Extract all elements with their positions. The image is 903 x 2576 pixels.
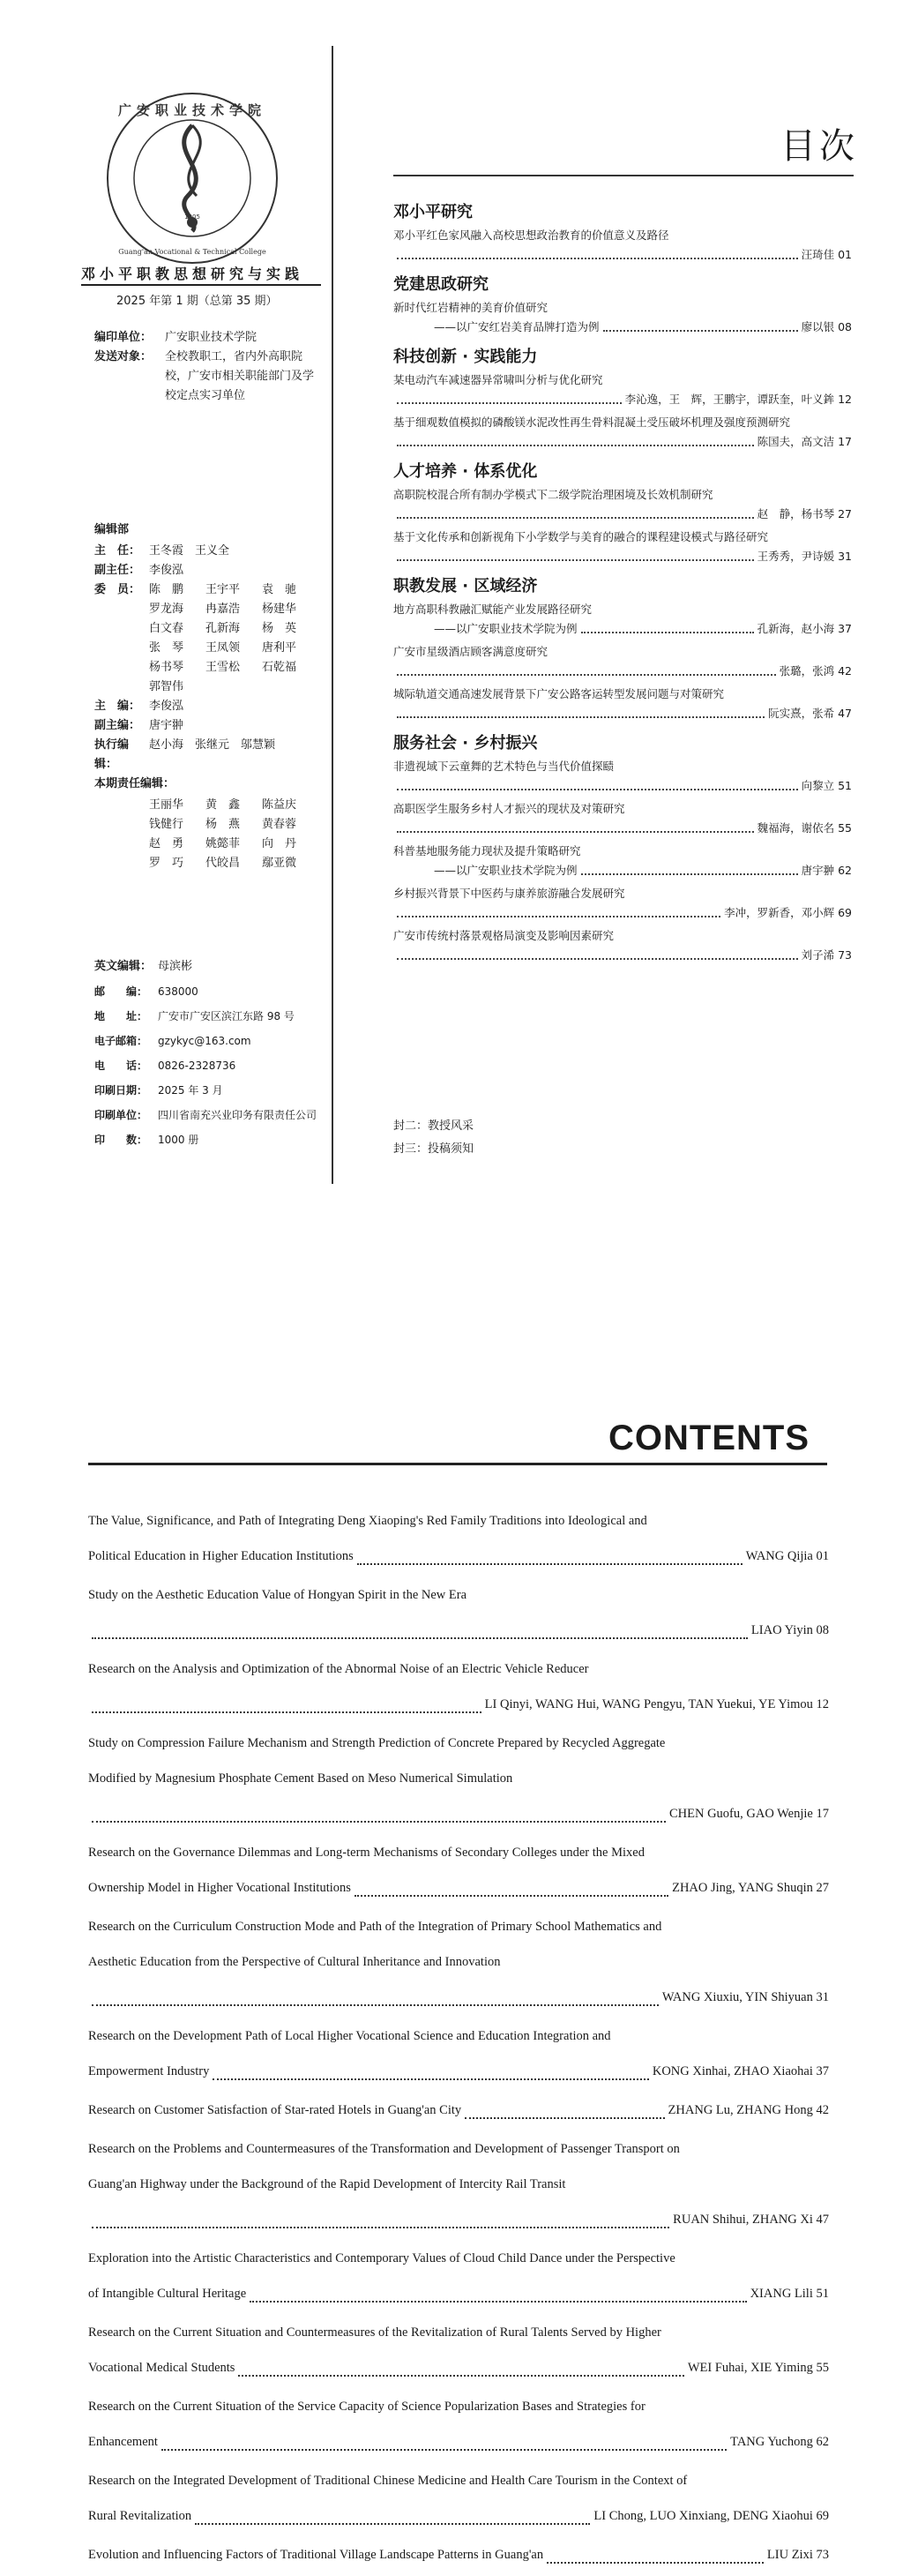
leader-dots xyxy=(397,559,754,561)
leader-dots xyxy=(581,873,798,875)
toc-entry xyxy=(393,226,852,265)
editorial-board xyxy=(94,520,332,873)
member-name: 王宇平 xyxy=(205,583,241,596)
toc-entry xyxy=(393,528,852,566)
contents-entry-line: Study on Compression Failure Mechanism and Strength Prediction of Concrete Prepared by Recycled Aggregate xyxy=(88,1736,666,1750)
member-name: 杨 英 xyxy=(262,622,297,635)
toc-entry-author-line xyxy=(393,318,852,337)
toc-entry-author: 李沁逸，王 辉，王鹏宇，谭跃奎，叶义鉾 12 xyxy=(624,393,852,406)
toc-entry-author: 赵 静，杨书琴 27 xyxy=(757,507,852,520)
toc-entry-subtitle: ——以广安红岩美育品牌打造为例 xyxy=(434,320,600,333)
journal-title: 邓小平职教思想研究与实践 xyxy=(81,266,304,282)
contents-entry-author: KONG Xinhai, ZHAO Xiaohai 37 xyxy=(652,2064,829,2078)
leader-dots xyxy=(238,2375,683,2377)
leader-dots xyxy=(547,2562,764,2564)
toc-entry-title: 城际轨道交通高速发展背景下广安公路客运转型发展问题与对策研究 xyxy=(393,687,725,700)
contents-entry-author: TANG Yuchong 62 xyxy=(730,2435,829,2449)
contents-entry xyxy=(88,1503,829,1574)
member-name: 孔新海 xyxy=(205,622,241,635)
toc-entry-author: 王秀秀，尹诗媛 31 xyxy=(757,550,852,563)
toc-section-heading: 科技创新 · 实践能力 xyxy=(393,348,538,366)
contents-entry-author-line xyxy=(88,2537,829,2572)
issue-editor-name: 钱健行 xyxy=(149,818,184,831)
contents-entry-author: LI Chong, LUO Xinxiang, DENG Xiaohui 69 xyxy=(593,2509,829,2523)
toc-entry xyxy=(393,926,852,965)
toc-entry-author: 刘子浠 73 xyxy=(801,948,852,962)
leader-dots xyxy=(465,2117,664,2119)
contents-entry xyxy=(88,2389,829,2460)
svg-text:广安职业技术学院: 广安职业技术学院 xyxy=(117,102,267,118)
copies: 1000 册 xyxy=(158,1134,199,1146)
phone: 0826-2328736 xyxy=(158,1060,236,1072)
contents-entry xyxy=(88,2463,829,2534)
leader-dots xyxy=(250,2301,746,2303)
contents-entry xyxy=(88,1651,829,1722)
toc-entry-title: 广安市传统村落景观格局演变及影响因素研究 xyxy=(393,929,615,942)
toc-entry-subtitle: ——以广安职业技术学院为例 xyxy=(434,622,578,635)
leader-dots xyxy=(397,445,754,446)
leader-dots xyxy=(161,2449,727,2451)
contents-entry xyxy=(88,1909,829,2015)
director-label: 主 任： xyxy=(94,544,141,558)
phone-label: 电 话： xyxy=(94,1060,148,1072)
contents-entry-line: Aesthetic Education from the Perspective of Cultural Inheritance and Innovation xyxy=(88,1955,501,1969)
contents-entry-author-line xyxy=(88,1870,829,1906)
member-name: 陈 鹏 xyxy=(149,583,184,596)
contents-entry-line: Modified by Magnesium Phosphate Cement Based on Meso Numerical Simulation xyxy=(88,1771,513,1786)
toc-entry-author: 孔新海，赵小海 37 xyxy=(757,622,852,635)
member-name: 郭智伟 xyxy=(149,680,184,693)
toc-entry-title: 乡村振兴背景下中医药与康养旅游融合发展研究 xyxy=(393,887,625,900)
toc-section-heading: 人才培养 · 体系优化 xyxy=(393,462,538,481)
contents-entry-author: ZHAO Jing, YANG Shuqin 27 xyxy=(672,1881,829,1895)
contents-entry-tail: Empowerment Industry xyxy=(88,2064,210,2078)
contents-entry-author-line xyxy=(88,2093,829,2128)
leader-dots xyxy=(397,258,798,259)
contents-entry-line: Study on the Aesthetic Education Value of Hongyan Spirit in the New Era xyxy=(88,1588,467,1602)
toc-entry-author-line xyxy=(393,390,852,409)
issue-editor-name: 向 丹 xyxy=(262,837,297,850)
toc-entry-title: 科普基地服务能力现状及提升策略研究 xyxy=(393,844,581,857)
contents-entry-author-line xyxy=(88,2202,829,2237)
contents-entry-line: Research on the Current Situation and Countermeasures of the Revitalization of Rural Talents Served by Higher xyxy=(88,2325,661,2340)
title-rule xyxy=(81,284,321,286)
toc-entry-title: 广安市星级酒店顾客满意度研究 xyxy=(393,645,549,658)
svg-text:1005: 1005 xyxy=(184,213,200,221)
cover-note: 封二：教授风采 xyxy=(393,1120,474,1133)
leader-dots xyxy=(397,789,798,790)
toc-entry-author: 魏福海，谢依名 55 xyxy=(757,821,852,835)
issue-editors-list xyxy=(149,796,317,873)
member-name: 白文春 xyxy=(149,622,184,635)
leader-dots xyxy=(92,2004,659,2006)
toc-entry-author-line xyxy=(393,819,852,838)
toc-entry-author: 张璐，张鸿 42 xyxy=(779,664,852,678)
exec-label: 执行编辑： xyxy=(94,738,130,771)
contents-entry-line: Research on the Curriculum Construction Mode and Path of the Integration of Primary School Mathematics and xyxy=(88,1920,662,1934)
toc-entry-author: 陈国夫，高文洁 17 xyxy=(757,435,852,448)
issue-editor-name: 鄢亚微 xyxy=(262,857,297,870)
cover-note: 封三：投稿须知 xyxy=(393,1142,474,1156)
printer-label: 印刷单位： xyxy=(94,1109,148,1121)
print-date-label: 印刷日期： xyxy=(94,1084,148,1097)
leader-dots xyxy=(581,632,754,633)
print-date: 2025 年 3 月 xyxy=(158,1084,223,1097)
leader-dots xyxy=(92,2227,669,2228)
toc-entry-author-line xyxy=(393,903,852,923)
leader-dots xyxy=(92,1637,748,1639)
toc-entry-subtitle: ——以广安职业技术学院为例 xyxy=(434,864,578,877)
toc-entry xyxy=(393,413,852,452)
leader-dots xyxy=(195,2523,590,2525)
issue-editor-name: 代皎昌 xyxy=(205,857,241,870)
contents-entry-line: Research on the Analysis and Optimization of the Abnormal Noise of an Electric Vehicle Reducer xyxy=(88,1662,589,1676)
contents-entry-author-line xyxy=(88,2054,829,2089)
distribution-label: 发送对象： xyxy=(94,350,153,363)
director: 王冬霞 王义全 xyxy=(149,544,230,558)
en-editor-label: 英文编辑： xyxy=(94,960,153,973)
sponsor: 广安职业技术学院 xyxy=(165,331,257,344)
toc-entry-author-line xyxy=(393,432,852,452)
leader-dots xyxy=(354,1895,668,1897)
toc-entry-title: 高职医学生服务乡村人才振兴的现状及对策研究 xyxy=(393,802,625,815)
contents-entry-author: XIANG Lili 51 xyxy=(750,2287,829,2301)
issue-editor-name: 赵 勇 xyxy=(149,837,184,850)
contents-entry-tail: Ownership Model in Higher Vocational Institutions xyxy=(88,1881,351,1895)
toc-entry-author-line xyxy=(393,704,852,723)
member-name: 冉嘉浩 xyxy=(205,603,241,616)
address-label: 地 址： xyxy=(94,1010,148,1022)
deputy-label: 副主任： xyxy=(94,564,141,577)
contents-entry-tail: Enhancement xyxy=(88,2435,158,2449)
contents-entry-author: WEI Fuhai, XIE Yiming 55 xyxy=(687,2361,829,2375)
postcode-label: 邮 编： xyxy=(94,985,148,998)
contents-entry-line: Exploration into the Artistic Characteristics and Contemporary Values of Cloud Child Dance under the Perspective xyxy=(88,2251,675,2265)
issue-editor-name: 王丽华 xyxy=(149,798,184,812)
toc-entry-author-line xyxy=(393,861,852,880)
contents-entry xyxy=(88,1835,829,1906)
contents-entry-author-line xyxy=(88,2424,829,2460)
toc-entry-title: 基于细观数值模拟的磷酸镁水泥改性再生骨料混凝土受压破坏机理及强度预测研究 xyxy=(393,416,791,429)
contents-entry-author-line xyxy=(88,1796,829,1831)
contents-list xyxy=(88,1503,829,2576)
leader-dots xyxy=(397,517,754,519)
toc-entry-author: 向黎立 51 xyxy=(801,779,852,792)
contents-entry-author-line xyxy=(88,1980,829,2015)
contents-entry-line: Guang'an Highway under the Background of the Rapid Development of Intercity Rail Transit xyxy=(88,2177,566,2191)
contents-entry-author: LIU Zixi 73 xyxy=(766,2548,829,2562)
contents-entry-author: CHEN Guofu, GAO Wenjie 17 xyxy=(668,1807,829,1821)
toc-entry xyxy=(393,485,852,524)
toc-entry-title: 某电动汽车减速器异常啸叫分析与优化研究 xyxy=(393,373,603,386)
leader-dots xyxy=(397,716,765,718)
toc-entry-title: 高职院校混合所有制办学模式下二级学院治理困境及长效机制研究 xyxy=(393,488,713,501)
contents-title: CONTENTS xyxy=(608,1419,810,1457)
contents-entry-author: ZHANG Lu, ZHANG Hong 42 xyxy=(668,2103,829,2117)
postcode: 638000 xyxy=(158,985,198,998)
contents-entry-tail: Vocational Medical Students xyxy=(88,2361,235,2375)
contents-entry-tail: of Intangible Cultural Heritage xyxy=(88,2287,247,2301)
contents-rule xyxy=(88,1463,827,1465)
leader-dots xyxy=(397,402,622,404)
toc-entry xyxy=(393,685,852,723)
toc-entry xyxy=(393,642,852,681)
deputy-chief-label: 副主编： xyxy=(94,719,141,732)
toc-entry-author: 阮实熹，张希 47 xyxy=(768,707,852,720)
contents-entry xyxy=(88,1726,829,1831)
leader-dots xyxy=(213,2078,649,2080)
member-name: 袁 驰 xyxy=(262,583,297,596)
toc-entry-title: 地方高职科教融汇赋能产业发展路径研究 xyxy=(393,603,593,616)
toc-entry-title: 基于文化传承和创新视角下小学数学与美育的融合的课程建设模式与路径研究 xyxy=(393,530,769,543)
editorial-heading: 编辑部 xyxy=(94,523,130,536)
contents-entry xyxy=(88,2537,829,2572)
toc-entry-title: 非遗视域下云童舞的艺术特色与当代价值探赜 xyxy=(393,760,615,773)
copies-label: 印 数： xyxy=(94,1134,148,1146)
org-block xyxy=(94,328,324,406)
toc-entry xyxy=(393,371,852,409)
leader-dots xyxy=(603,330,798,332)
issue-editors-label: 本期责任编辑： xyxy=(94,777,175,790)
contents-entry-tail: Evolution and Influencing Factors of Traditional Village Landscape Patterns in Guang'an xyxy=(88,2548,544,2562)
issue-editor-name: 姚懿菲 xyxy=(205,837,241,850)
toc-entry-author-line xyxy=(393,946,852,965)
contents-entry-line: Research on the Development Path of Local Higher Vocational Science and Education Integration and xyxy=(88,2029,611,2043)
issue-line: 2025 年第 1 期（总第 35 期） xyxy=(116,295,278,308)
leader-dots xyxy=(92,1711,481,1713)
toc-entry-author-line xyxy=(393,619,852,639)
toc-entry-author-line xyxy=(393,245,852,265)
contents-entry-tail: Political Education in Higher Education Institutions xyxy=(88,1549,354,1563)
issue-editor-name: 杨 燕 xyxy=(205,818,241,831)
toc-entry-title: 新时代红岩精神的美育价值研究 xyxy=(393,301,549,314)
toc-section-heading: 邓小平研究 xyxy=(393,203,473,221)
svg-text:Guang'an Vocational & Technica: Guang'an Vocational & Technical College xyxy=(118,248,266,256)
contents-entry-line: Research on the Current Situation of the Service Capacity of Science Popularization Bases and Strategies for xyxy=(88,2400,646,2414)
issue-editor-name: 黄春蓉 xyxy=(262,818,297,831)
leader-dots xyxy=(92,1821,666,1823)
toc-list xyxy=(393,192,852,969)
members-list xyxy=(149,580,317,697)
contents-entry-author-line xyxy=(88,1613,829,1648)
toc-section-heading: 党建思政研究 xyxy=(393,275,489,294)
contents-entry-author: WANG Qijia 01 xyxy=(745,1549,829,1563)
toc-entry xyxy=(393,799,852,838)
issue-editor-name: 罗 巧 xyxy=(149,857,184,870)
exec-editors: 赵小海 张继元 邬慧颖 xyxy=(149,738,276,752)
toc-entry-author: 廖以银 08 xyxy=(801,320,852,333)
toc-entry-author-line xyxy=(393,776,852,796)
toc-entry xyxy=(393,600,852,639)
member-name: 杨建华 xyxy=(262,603,297,616)
toc-title: 目次 xyxy=(780,126,858,167)
toc-entry-author-line xyxy=(393,547,852,566)
toc-entry-author: 李冲，罗新香，邓小辉 69 xyxy=(724,906,852,919)
email: gzykyc@163.com xyxy=(158,1035,251,1047)
leader-dots xyxy=(397,916,720,917)
toc-entry-author-line xyxy=(393,662,852,681)
address: 广安市广安区滨江东路 98 号 xyxy=(158,1010,295,1022)
college-logo xyxy=(104,90,280,266)
deputy-chief-editor: 唐宇翀 xyxy=(149,719,184,732)
toc-entry-author: 汪琦佳 01 xyxy=(801,248,852,261)
toc-entry xyxy=(393,842,852,880)
printer: 四川省南充兴业印务有限责任公司 xyxy=(158,1109,317,1121)
email-label: 电子邮箱： xyxy=(94,1035,148,1047)
toc-rule xyxy=(393,175,854,176)
distribution: 全校教职工，省内外高职院校，广安市相关职能部门及学校定点实习单位 xyxy=(165,350,315,402)
member-name: 唐利平 xyxy=(262,641,297,655)
contents-entry-tail: Research on Customer Satisfaction of Star-rated Hotels in Guang'an City xyxy=(88,2103,462,2117)
contents-entry-line: Research on the Problems and Countermeasures of the Transformation and Development of Passenger Transport on xyxy=(88,2142,680,2156)
members-label: 委 员： xyxy=(94,583,141,596)
member-name: 王凤领 xyxy=(205,641,241,655)
leader-dots xyxy=(397,831,754,833)
publication-info xyxy=(94,955,350,1152)
contents-entry xyxy=(88,2315,829,2385)
member-name: 石乾福 xyxy=(262,661,297,674)
issue-editor-name: 黄 鑫 xyxy=(205,798,241,812)
contents-entry xyxy=(88,2241,829,2311)
contents-entry xyxy=(88,1577,829,1648)
chief-label: 主 编： xyxy=(94,700,141,713)
member-name: 王雪松 xyxy=(205,661,241,674)
contents-entry-author: LI Qinyi, WANG Hui, WANG Pengyu, TAN Yuekui, YE Yimou 12 xyxy=(484,1697,829,1711)
sponsor-label: 编印单位： xyxy=(94,331,153,344)
chief-editor: 李俊泓 xyxy=(149,700,184,713)
cover-notes xyxy=(393,1115,474,1161)
contents-entry-author-line xyxy=(88,1687,829,1722)
leader-dots xyxy=(397,674,776,676)
contents-entry xyxy=(88,2131,829,2237)
contents-entry xyxy=(88,2093,829,2128)
toc-section-heading: 服务社会 · 乡村振兴 xyxy=(393,734,538,753)
column-divider xyxy=(332,46,333,1184)
contents-entry-author-line xyxy=(88,2350,829,2385)
toc-entry-author-line xyxy=(393,505,852,524)
contents-entry-line: Research on the Governance Dilemmas and Long-term Mechanisms of Secondary Colleges under the Mixed xyxy=(88,1846,645,1860)
toc-entry xyxy=(393,298,852,337)
contents-entry-author: WANG Xiuxiu, YIN Shiyuan 31 xyxy=(661,1990,829,2004)
leader-dots xyxy=(357,1563,743,1565)
contents-entry-tail: Rural Revitalization xyxy=(88,2509,192,2523)
en-editor: 母滨彬 xyxy=(158,960,193,973)
deputy: 李俊泓 xyxy=(149,564,184,577)
contents-entry-author-line xyxy=(88,2276,829,2311)
contents-entry-line: Research on the Integrated Development of Traditional Chinese Medicine and Health Care Tourism in the Context of xyxy=(88,2474,688,2488)
toc-entry xyxy=(393,884,852,923)
contents-entry-author: LIAO Yiyin 08 xyxy=(750,1623,829,1637)
toc-section-heading: 职教发展 · 区域经济 xyxy=(393,577,538,595)
leader-dots xyxy=(397,958,798,960)
toc-entry xyxy=(393,757,852,796)
contents-entry-author-line xyxy=(88,1539,829,1574)
toc-entry-author: 唐宇翀 62 xyxy=(801,864,852,877)
member-name: 罗龙海 xyxy=(149,603,184,616)
contents-entry-author: RUAN Shihui, ZHANG Xi 47 xyxy=(673,2213,829,2227)
contents-entry-line: The Value, Significance, and Path of Integrating Deng Xiaoping's Red Family Traditions into Ideological and xyxy=(88,1514,647,1528)
toc-entry-title: 邓小平红色家风融入高校思想政治教育的价值意义及路径 xyxy=(393,228,669,242)
contents-entry xyxy=(88,2018,829,2089)
member-name: 张 琴 xyxy=(149,641,184,655)
contents-entry-author-line xyxy=(88,2498,829,2534)
issue-editor-name: 陈益庆 xyxy=(262,798,297,812)
member-name: 杨书琴 xyxy=(149,661,184,674)
